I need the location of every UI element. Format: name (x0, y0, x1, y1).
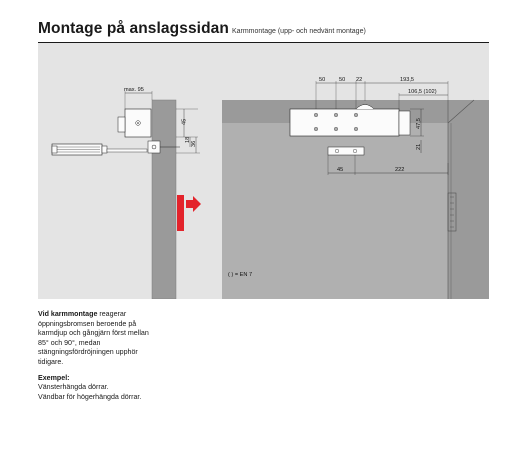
dim-106: 106,5 (102) (408, 89, 437, 95)
dim-222: 222 (395, 167, 405, 173)
direction-arrow (186, 196, 201, 212)
mounting-diagram (38, 43, 489, 299)
page-header (38, 20, 366, 38)
arm-shoe (328, 147, 364, 155)
page-subtitle: Karmmontage (upp- och nedvänt montage) (231, 28, 366, 35)
page-title: Montage på anslagssidan (38, 20, 229, 37)
dim-45-bottom: 45 (337, 167, 344, 173)
example-label: Exempel: (38, 373, 70, 382)
dim-50-a: 50 (319, 77, 326, 83)
closer-body-front (290, 109, 399, 136)
example-line-2: Vändbar för högerhängda dörrar. (38, 392, 142, 401)
dim-36: 36 (191, 140, 197, 147)
example-line-1: Vänsterhängda dörrar. (38, 383, 109, 392)
dim-21: 21 (416, 143, 422, 150)
dim-45: 45 (181, 118, 188, 125)
dim-47: 47,5 (416, 118, 422, 129)
diagram-panel (38, 43, 489, 299)
note-text (38, 310, 158, 402)
legend-note: ( ) = EN 7 (228, 272, 253, 278)
dim-max95: max. 95 (124, 87, 144, 93)
dim-22: 22 (356, 77, 363, 83)
note-body: reagerar öppningsbromsen beroende på karmdjup och gångjärn först mellan 85° och 90°, medan stängningsfördröjningen upphör tidigare. (38, 310, 149, 366)
left-side-view (52, 87, 201, 299)
dim-193: 193,5 (400, 77, 414, 83)
note-lead: Vid karmmontage (38, 310, 98, 318)
note-paragraph (38, 310, 158, 368)
frame-wall (152, 100, 176, 299)
door-marker (177, 195, 184, 231)
right-front-view (222, 77, 489, 299)
dim-50-b: 50 (339, 77, 346, 83)
dim-18: 18 (185, 136, 191, 143)
